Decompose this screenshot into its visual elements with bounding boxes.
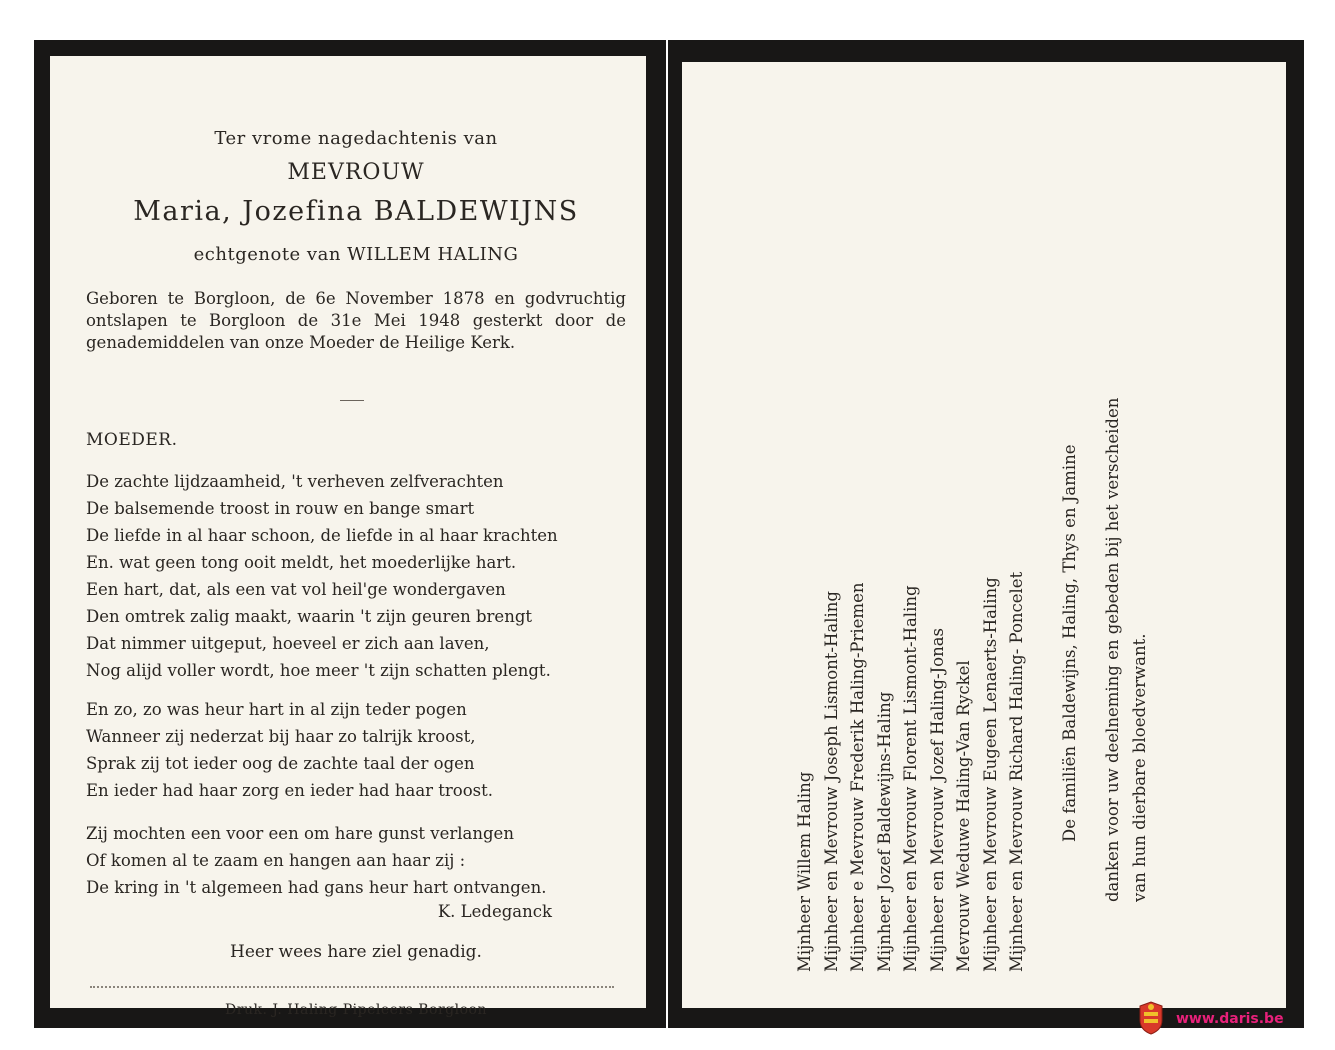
memorial-card-back: [668, 40, 1304, 1028]
heraldic-crest-icon: [1136, 1000, 1166, 1036]
poem-stanza-1: [86, 468, 626, 684]
card-paper-back: [682, 62, 1286, 1008]
thanks-text: [1100, 398, 1153, 902]
deceased-name: Maria, Jozefina BALDEWIJNS: [133, 196, 579, 227]
poem-author: K. Ledeganck: [437, 902, 552, 921]
mourner-line: Mijnheer e Mevrouw Frederik Haling-Priemen: [848, 582, 867, 972]
poem-title: MOEDER.: [86, 430, 178, 450]
poem-line: Dat nimmer uitgeput, hoeveel er zich aan laven,: [86, 634, 490, 653]
families-line: De familiën Baldewijns, Haling, Thys en Jamine: [1060, 444, 1079, 842]
poem-line: Of komen al te zaam en hangen aan haar zij :: [86, 851, 466, 870]
card-paper-front: [50, 56, 646, 1018]
poem-line: De zachte lijdzaamheid, 't verheven zelfverachten: [86, 472, 504, 491]
intro-line: Ter vrome nagedachtenis van: [214, 128, 498, 149]
thanks-line: danken voor uw deelneming en gebeden bij het verscheiden: [1103, 397, 1122, 902]
mourner-line: Mijnheer en Mevrouw Richard Haling- Poncelet: [1007, 571, 1026, 972]
poem-line: Nog alijd voller wordt, hoe meer 't zijn schatten plengt.: [86, 661, 551, 680]
poem-line: De liefde in al haar schoon, de liefde in al haar krachten: [86, 526, 558, 545]
memorial-card-front: [34, 40, 666, 1028]
mourner-line: Mijnheer en Mevrouw Joseph Lismont-Haling: [821, 591, 841, 972]
poem-line: De balsemende troost in rouw en bange smart: [86, 499, 475, 518]
title-mevrouw: MEVROUW: [287, 160, 425, 185]
mourner-line: Mijnheer Jozef Baldewijns-Haling: [874, 691, 894, 972]
mourner-line: Mevrouw Weduwe Haling-Van Ryckel: [954, 660, 973, 972]
poem-stanza-3: [86, 820, 626, 901]
printer-credit: Druk. J. Haling Pipeleers Borgloon: [225, 1002, 487, 1018]
poem-line: Een hart, dat, als een vat vol heil'ge wondergaven: [86, 580, 506, 599]
mourner-line: Mijnheer en Mevrouw Florent Lismont-Haling: [901, 585, 920, 972]
poem-stanza-2: [86, 696, 626, 804]
biography-text: Geboren te Borgloon, de 6e November 1878 en godvruchtig ontslapen te Borgloon de 31e Mei 1948 gesterkt door de genademiddelen van onze Moeder de Heilige Kerk.: [86, 289, 626, 352]
thanks-line: van hun dierbare bloedverwant.: [1129, 633, 1149, 902]
mourner-line: Mijnheer en Mevrouw Jozef Haling-Jonas: [927, 627, 947, 972]
spouse-line: echtgenote van WILLEM HALING: [193, 244, 519, 265]
dotted-divider: [90, 986, 614, 988]
prayer-line: Heer wees hare ziel genadig.: [230, 942, 482, 962]
poem-line: De kring in 't algemeen had gans heur hart ontvangen.: [86, 878, 547, 897]
mourner-line: Mijnheer Willem Haling: [795, 771, 814, 972]
poem-line: En ieder had haar zorg en ieder had haar troost.: [86, 781, 494, 800]
mourner-line: Mijnheer en Mevrouw Eugeen Lenaerts-Haling: [980, 577, 1000, 972]
divider-dash: [340, 400, 364, 401]
poem-line: Wanneer zij nederzat bij haar zo talrijk kroost,: [86, 727, 476, 746]
mourners-list: [792, 572, 1031, 972]
poem-line: Zij mochten een voor een om hare gunst verlangen: [86, 824, 514, 843]
watermark-site-link[interactable]: www.daris.be: [1176, 1011, 1284, 1027]
poem-line: Den omtrek zalig maakt, waarin 't zijn geuren brengt: [86, 607, 533, 626]
poem-line: Sprak zij tot ieder oog de zachte taal der ogen: [86, 754, 475, 773]
poem-line: En. wat geen tong ooit meldt, het moederlijke hart.: [86, 553, 517, 572]
poem-line: En zo, zo was heur hart in al zijn teder pogen: [86, 700, 467, 719]
